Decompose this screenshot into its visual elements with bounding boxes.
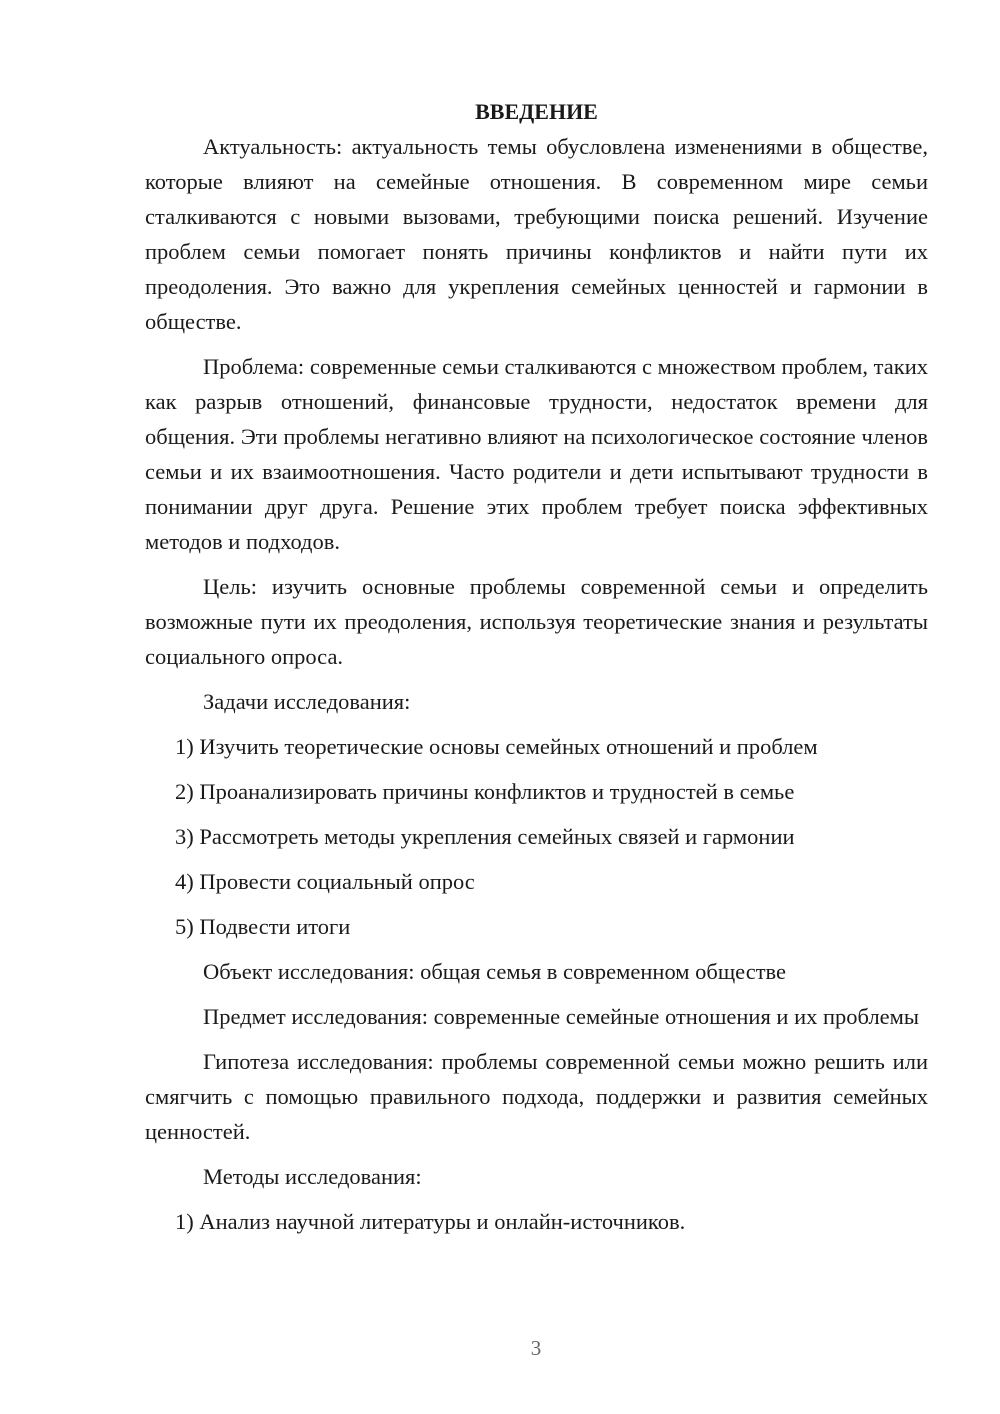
methods-list xyxy=(145,1204,928,1239)
goal-paragraph: Цель: изучить основные проблемы современной семьи и определить возможные пути их преодоления, используя теоретические знания и результаты социального опроса. xyxy=(145,574,928,669)
subject-paragraph: Предмет исследования: современные семейные отношения и их проблемы xyxy=(203,1004,920,1029)
hypothesis-paragraph: Гипотеза исследования: проблемы современной семьи можно решить или смягчить с помощью правильного подхода, поддержки и развития семейных ценностей. xyxy=(145,1049,928,1144)
method-item: 1) Анализ научной литературы и онлайн-источников. xyxy=(175,1209,686,1234)
tasks-heading: Задачи исследования: xyxy=(203,689,411,714)
task-item: 5) Подвести итоги xyxy=(175,914,351,939)
tasks-list xyxy=(145,729,928,944)
task-item: 3) Рассмотреть методы укрепления семейных связей и гармонии xyxy=(175,824,795,849)
object-paragraph: Объект исследования: общая семья в современном обществе xyxy=(203,959,787,984)
task-item: 2) Проанализировать причины конфликтов и трудностей в семье xyxy=(175,779,795,804)
task-item: 1) Изучить теоретические основы семейных отношений и проблем xyxy=(175,734,818,759)
task-item: 4) Провести социальный опрос xyxy=(175,869,475,894)
methods-heading: Методы исследования: xyxy=(203,1164,422,1189)
relevance-paragraph: Актуальность: актуальность темы обусловлена изменениями в обществе, которые влияют на семейные отношения. В современном мире семьи сталкиваются с новыми вызовами, требующими поиска решений. Изучение проблем семьи помогает понять причины конфликтов и найти пути их преодоления. Это важно для укрепления семейных ценностей и гармонии в обществе. xyxy=(145,134,928,334)
section-title: ВВЕДЕНИЕ xyxy=(475,99,598,124)
page-content xyxy=(145,94,928,1249)
problem-paragraph: Проблема: современные семьи сталкиваются с множеством проблем, таких как разрыв отношений, финансовые трудности, недостаток времени для общения. Эти проблемы негативно влияют на психологическое состояние членов семьи и их взаимоотношения. Часто родители и дети испытывают трудности в понимании друг друга. Решение этих проблем требует поиска эффективных методов и подходов. xyxy=(145,354,928,554)
page-number: 3 xyxy=(530,1336,542,1360)
